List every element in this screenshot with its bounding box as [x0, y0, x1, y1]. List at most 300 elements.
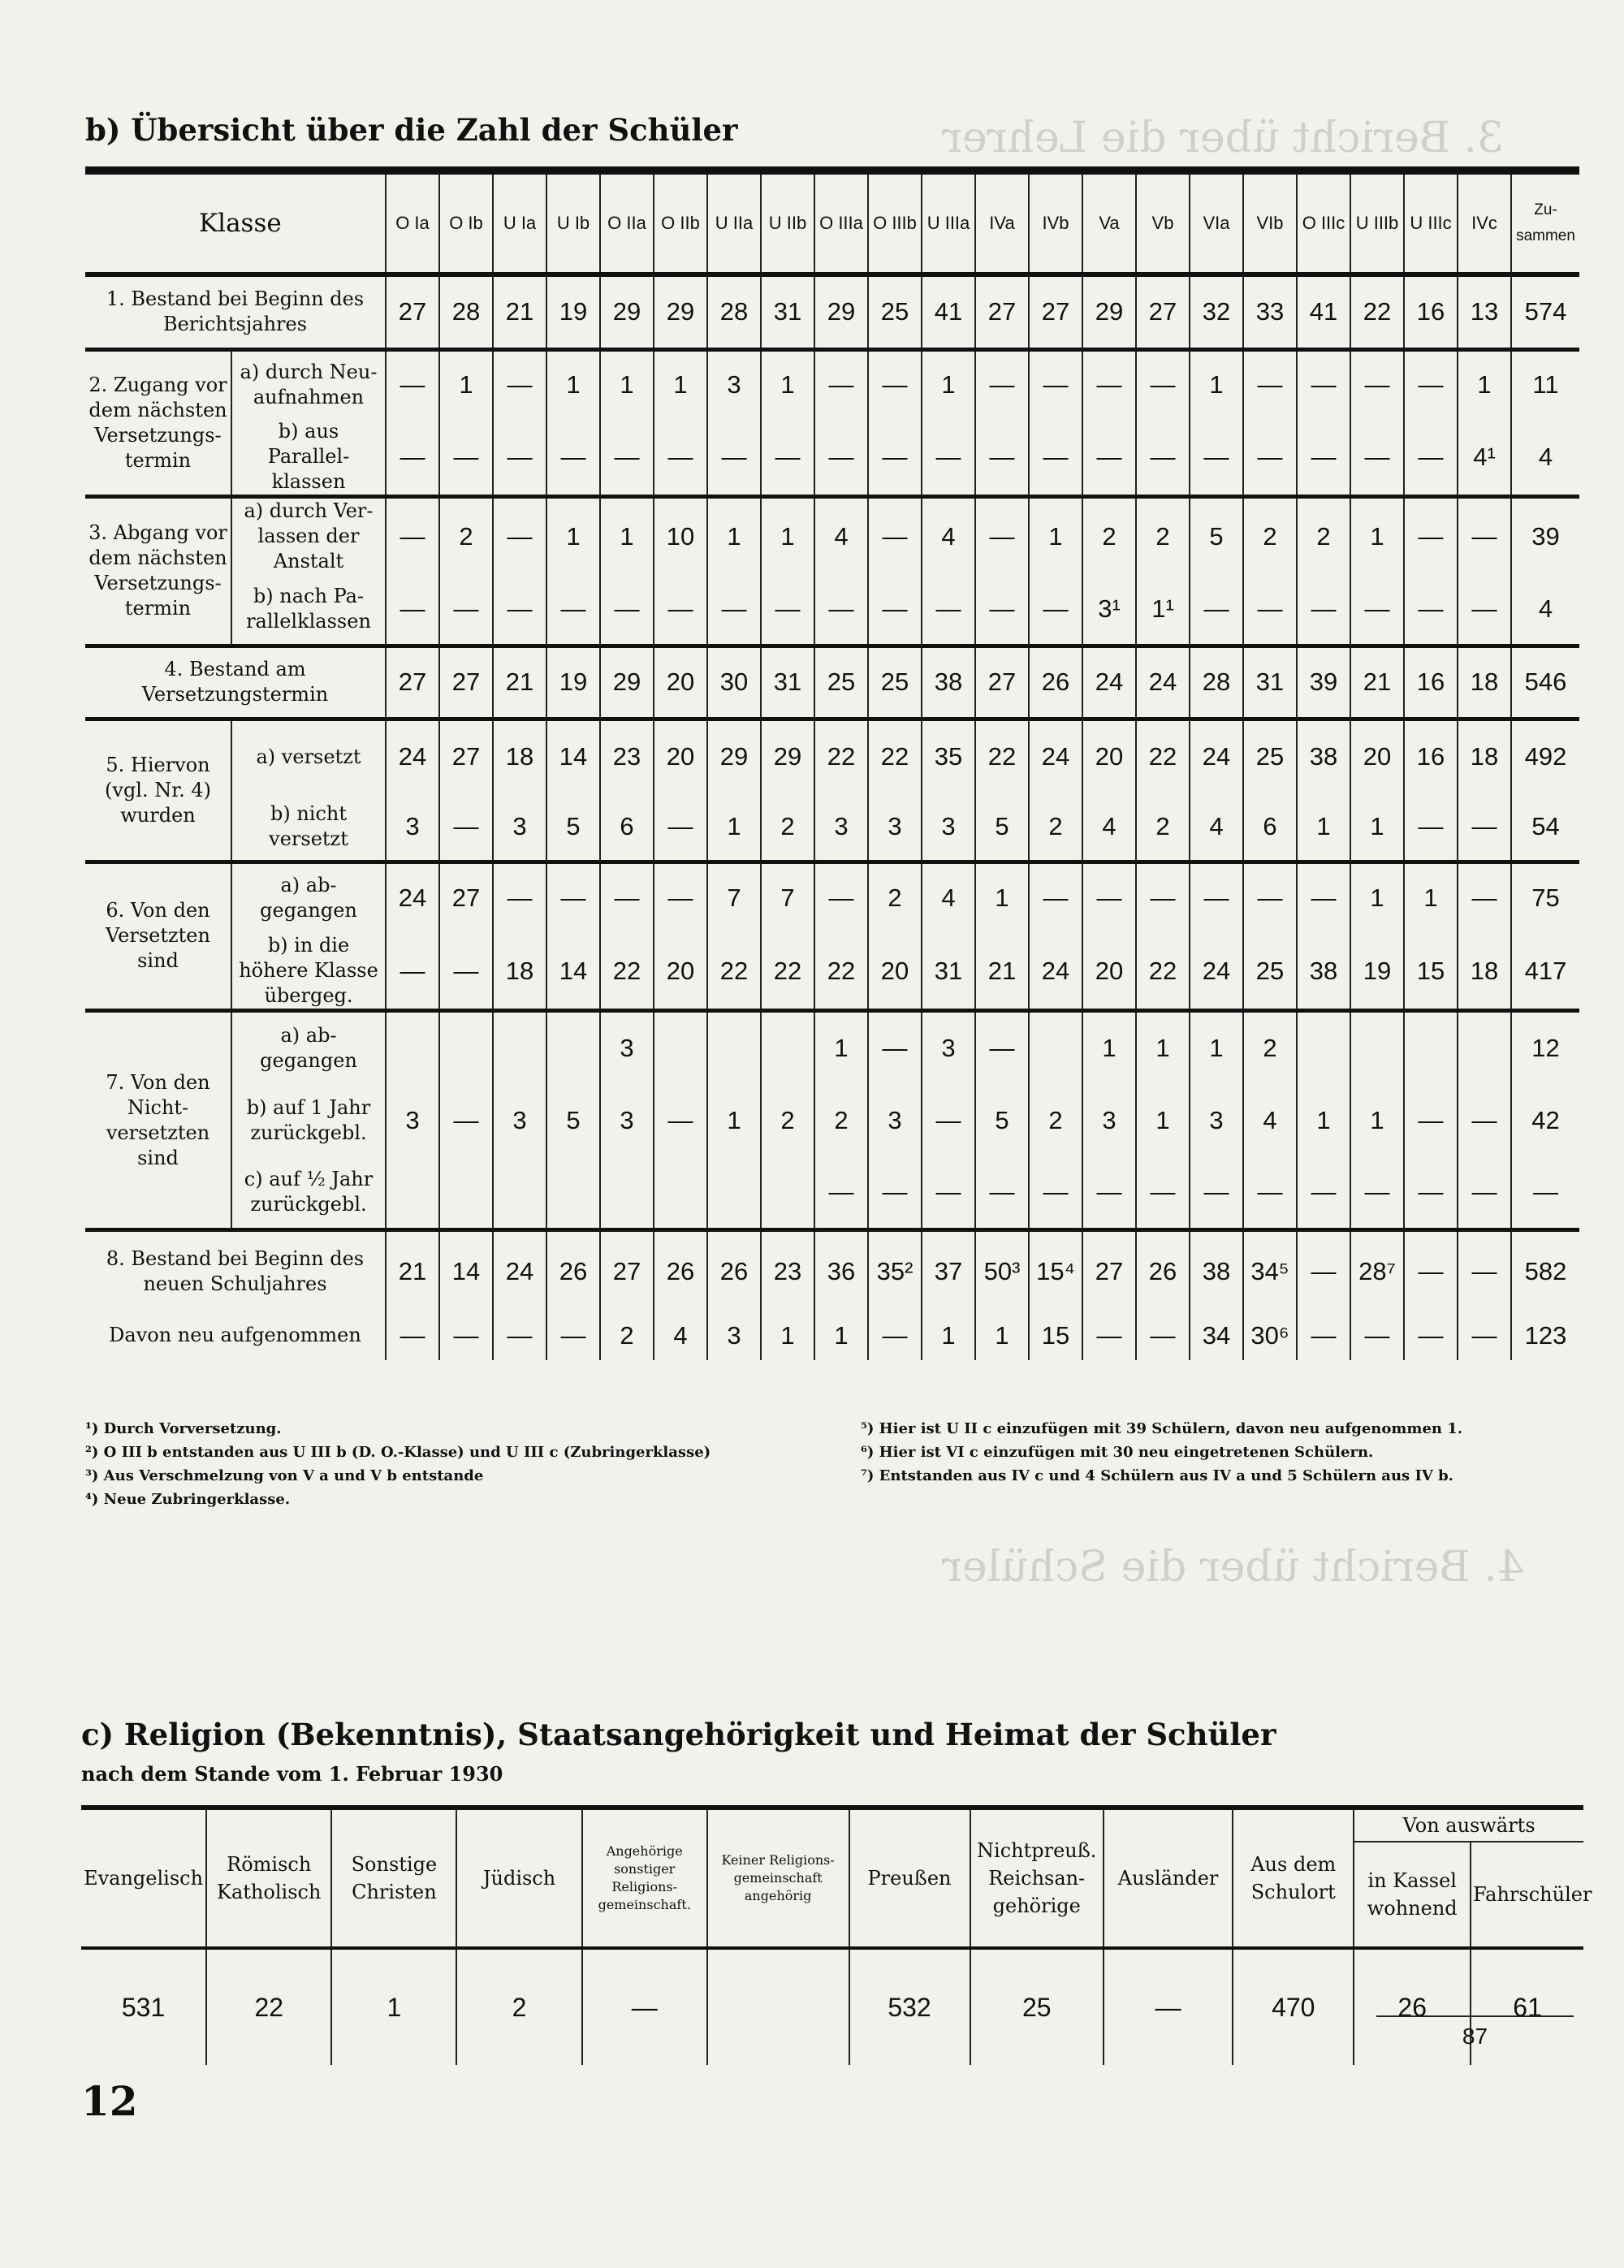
- row-total: —: [1511, 1157, 1579, 1230]
- table-cell: 38: [1190, 1230, 1243, 1311]
- table-cell: —: [1104, 1948, 1233, 2065]
- table-cell: 2: [1082, 497, 1136, 575]
- table-cell: 18: [1458, 933, 1511, 1011]
- header-fahrschueler: Fahrschüler: [1471, 1842, 1583, 1948]
- total-header: Zu-sammen: [1511, 175, 1579, 274]
- table-cell: —: [1350, 349, 1404, 419]
- table-cell: 25: [970, 1948, 1104, 2065]
- table-cell: 2: [1243, 497, 1297, 575]
- table-cell: —: [600, 419, 654, 497]
- table-row: [85, 1084, 1579, 1157]
- row-total: 4: [1511, 574, 1579, 646]
- row-total: 546: [1511, 646, 1579, 719]
- table-cell: 7: [707, 862, 761, 933]
- table-cell: [707, 1157, 761, 1230]
- row-group-label: 7. Von den Nicht-versetzten sind: [85, 1011, 231, 1230]
- table-cell: 27: [975, 646, 1029, 719]
- col-header: O IIIc: [1297, 175, 1350, 274]
- row-total: 123: [1524, 1320, 1567, 1350]
- table2-header-row: [81, 1808, 1583, 1842]
- table-cell: 30: [707, 646, 761, 719]
- table-cell: 3: [922, 1011, 975, 1084]
- table-cell: 1: [1458, 349, 1511, 419]
- table-cell: 4: [922, 497, 975, 575]
- table-cell: 26: [1136, 1230, 1190, 1311]
- table-cell: 29: [654, 274, 707, 349]
- table-cell: 1: [1350, 497, 1404, 575]
- table-cell: 29: [761, 719, 814, 793]
- table-cell: 26: [707, 1230, 761, 1311]
- table-cell: 470: [1233, 1948, 1354, 2065]
- table-cell: 3: [386, 1084, 439, 1157]
- table-cell: 38: [1297, 933, 1350, 1011]
- table-cell: —: [868, 574, 922, 646]
- table-cell: 1: [975, 862, 1029, 933]
- table-cell: —: [654, 793, 707, 862]
- klasse-header: Klasse: [85, 175, 386, 274]
- table-cell: 24: [1082, 646, 1136, 719]
- header-sonstige-religion: Angehörige sonstiger Religions-gemeinschaft.: [582, 1808, 707, 1948]
- table-cell: —: [1190, 419, 1243, 497]
- footnote: ⁴) Neue Zubringerklasse.: [85, 1491, 291, 1508]
- table-cell: 2: [1297, 497, 1350, 575]
- table-cell: —: [922, 419, 975, 497]
- table-cell: —: [1458, 1230, 1511, 1311]
- table-row: [85, 349, 1579, 419]
- col-header: U IIa: [707, 175, 761, 274]
- header-nichtpreussen: Nichtpreuß. Reichsan-gehörige: [970, 1808, 1104, 1948]
- table-cell: 3: [707, 1311, 761, 1360]
- table-cell: —: [922, 574, 975, 646]
- table-cell: 4: [1243, 1084, 1297, 1157]
- table-cell: —: [1136, 1311, 1190, 1360]
- header-katholisch: Römisch Katholisch: [206, 1808, 331, 1948]
- table-cell: [493, 1011, 546, 1084]
- table-cell: 1: [600, 497, 654, 575]
- table-cell: 1: [331, 1948, 456, 2065]
- table-cell: [439, 1011, 493, 1084]
- table-cell: —: [1350, 1311, 1404, 1360]
- table-cell: 3: [868, 1084, 922, 1157]
- table-cell: 4: [814, 497, 868, 575]
- table-cell: 31: [761, 274, 814, 349]
- table-cell: —: [1458, 1311, 1511, 1360]
- table-cell: —: [761, 574, 814, 646]
- table-cell: —: [439, 419, 493, 497]
- table-cell: 33: [1243, 274, 1297, 349]
- table-cell: 1: [814, 1311, 868, 1360]
- table-cell: 1: [439, 349, 493, 419]
- row-sub-label: a) durch Neu-aufnahmen: [231, 349, 386, 419]
- table-cell: —: [814, 574, 868, 646]
- table-cell: 29: [707, 719, 761, 793]
- table-cell: —: [1350, 574, 1404, 646]
- table-cell: 29: [1082, 274, 1136, 349]
- table-cell: 1: [1350, 793, 1404, 862]
- table-cell: 2: [1243, 1011, 1297, 1084]
- table-cell: —: [1190, 574, 1243, 646]
- table-cell: 25: [1243, 719, 1297, 793]
- row-group-label: 2. Zugang vor dem nächsten Versetzungs-termin: [85, 349, 231, 497]
- table-cell: —: [600, 862, 654, 933]
- table-cell: 3: [1082, 1084, 1136, 1157]
- table-cell: 5: [975, 793, 1029, 862]
- table-cell: 1: [707, 497, 761, 575]
- table-cell: 24: [1029, 933, 1082, 1011]
- table-cell: 1: [1190, 1011, 1243, 1084]
- table-cell: 19: [546, 646, 600, 719]
- table-cell: 3: [922, 793, 975, 862]
- table-cell: —: [1404, 1311, 1458, 1360]
- table-cell: 1: [922, 349, 975, 419]
- table-cell: 5: [1190, 497, 1243, 575]
- table-cell: 1: [922, 1311, 975, 1360]
- table-cell: —: [1243, 1157, 1297, 1230]
- row-label: 4. Bestand am Versetzungstermin: [85, 646, 386, 719]
- header-keine-religion: Keiner Religions-gemeinschaft angehörig: [707, 1808, 849, 1948]
- table-cell: 1: [546, 349, 600, 419]
- table-cell: —: [546, 1311, 600, 1360]
- table-cell: —: [1404, 1084, 1458, 1157]
- header-auslaender: Ausländer: [1104, 1808, 1233, 1948]
- table-cell: —: [1243, 349, 1297, 419]
- table-cell: —: [868, 1311, 922, 1360]
- row-total: 417: [1511, 933, 1579, 1011]
- table-cell: —: [439, 933, 493, 1011]
- header-juedisch: Jüdisch: [456, 1808, 581, 1948]
- row-label: 8. Bestand bei Beginn des neuen Schuljahres: [85, 1230, 386, 1311]
- table-cell: 1: [1190, 349, 1243, 419]
- row-sub-label: a) versetzt: [231, 719, 386, 793]
- table-cell: 1: [761, 497, 814, 575]
- table-cell: 10: [654, 497, 707, 575]
- table-cell: 5: [546, 793, 600, 862]
- row-sub-label: c) auf ½ Jahr zurückgebl.: [231, 1157, 386, 1230]
- table-cell: 2: [1136, 793, 1190, 862]
- table-cell: —: [1350, 1157, 1404, 1230]
- footnote: ²) O III b entstanden aus U III b (D. O.-Klasse) und U III c (Zubringerklasse): [85, 1444, 711, 1461]
- table-cell: —: [707, 574, 761, 646]
- table-row: [85, 862, 1579, 933]
- table-cell: 27: [439, 862, 493, 933]
- table-cell: 1: [975, 1311, 1029, 1360]
- table-cell: [707, 1948, 849, 2065]
- row-total: 54: [1511, 793, 1579, 862]
- table-cell: 18: [1458, 646, 1511, 719]
- table-cell: 2: [1029, 1084, 1082, 1157]
- header-schulort: Aus dem Schulort: [1233, 1808, 1354, 1948]
- table-cell: —: [1350, 419, 1404, 497]
- table-cell: —: [546, 574, 600, 646]
- table-cell: —: [1082, 349, 1136, 419]
- table-cell: —: [868, 1157, 922, 1230]
- table-cell: —: [1404, 419, 1458, 497]
- table-cell: 531: [81, 1948, 206, 2065]
- table-cell: —: [761, 419, 814, 497]
- table-cell: —: [1458, 1084, 1511, 1157]
- table-cell: —: [1458, 574, 1511, 646]
- col-header: U Ia: [493, 175, 546, 274]
- page-number: 12: [81, 2077, 138, 2125]
- pupil-count-table: [85, 175, 1579, 1360]
- row-total: 492: [1524, 742, 1567, 771]
- table-cell: —: [1082, 862, 1136, 933]
- table-cell: [1350, 1011, 1404, 1084]
- table-cell: —: [868, 349, 922, 419]
- table-header-row: [85, 175, 1579, 274]
- footnote: ¹) Durch Vorversetzung.: [85, 1420, 282, 1437]
- table-cell: 30⁶: [1243, 1311, 1297, 1360]
- table-cell: 22: [814, 933, 868, 1011]
- table-cell: —: [814, 349, 868, 419]
- row-total: 4: [1511, 419, 1579, 497]
- col-header: U IIb: [761, 175, 814, 274]
- table-cell: 24: [1190, 719, 1243, 793]
- col-header: IVb: [1029, 175, 1082, 274]
- table-cell: —: [386, 349, 439, 419]
- table-cell: 7: [761, 862, 814, 933]
- table-cell: —: [493, 1311, 546, 1360]
- table-cell: 23: [600, 719, 654, 793]
- table-cell: 34⁵: [1243, 1230, 1297, 1311]
- table-cell: —: [1404, 793, 1458, 862]
- table-cell: 38: [922, 646, 975, 719]
- table-cell: —: [975, 497, 1029, 575]
- table-cell: —: [386, 1311, 439, 1360]
- header-evangelisch: Evangelisch: [81, 1808, 206, 1948]
- table-cell: 3: [707, 349, 761, 419]
- table-cell: 4: [1190, 793, 1243, 862]
- table-cell: —: [1082, 1157, 1136, 1230]
- table-cell: 4: [654, 1311, 707, 1360]
- table-cell: —: [1082, 419, 1136, 497]
- table-cell: 27: [1082, 1230, 1136, 1311]
- table-cell: 24: [1136, 646, 1190, 719]
- table-cell: 27: [439, 646, 493, 719]
- section-c-subtitle: nach dem Stande vom 1. Februar 1930: [81, 1762, 503, 1786]
- table-cell: 27: [600, 1230, 654, 1311]
- table-cell: 20: [1350, 719, 1404, 793]
- table-cell: 3: [814, 793, 868, 862]
- table-cell: 15: [1029, 1311, 1082, 1360]
- table-cell: 28: [439, 274, 493, 349]
- table-cell: 18: [1458, 719, 1511, 793]
- table-cell: —: [1404, 497, 1458, 575]
- table-cell: —: [1297, 349, 1350, 419]
- table-cell: —: [1082, 1311, 1136, 1360]
- table-row: [85, 719, 1579, 793]
- col-header: U Ib: [546, 175, 600, 274]
- table-cell: —: [1404, 349, 1458, 419]
- table-cell: —: [1297, 1311, 1350, 1360]
- table-cell: 6: [600, 793, 654, 862]
- table-cell: —: [1458, 1157, 1511, 1230]
- table-cell: 2: [600, 1311, 654, 1360]
- table-cell: [654, 1011, 707, 1084]
- table-cell: 35²: [868, 1230, 922, 1311]
- table-cell: 31: [1243, 646, 1297, 719]
- row-total: 75: [1531, 883, 1560, 913]
- table-cell: [1297, 1011, 1350, 1084]
- table-cell: 27: [439, 719, 493, 793]
- top-rule: [85, 166, 1579, 175]
- table-cell: 2: [761, 793, 814, 862]
- footnote: ⁵) Hier ist U II c einzufügen mit 39 Schülern, davon neu aufgenommen 1.: [861, 1420, 1463, 1437]
- table-cell: 26: [654, 1230, 707, 1311]
- table-cell: 2: [1029, 793, 1082, 862]
- table-cell: 22: [707, 933, 761, 1011]
- table-cell: —: [1404, 1230, 1458, 1311]
- table-cell: —: [654, 1084, 707, 1157]
- table-cell: —: [546, 862, 600, 933]
- col-header: O IIa: [600, 175, 654, 274]
- table-cell: —: [922, 1157, 975, 1230]
- table-cell: —: [1243, 862, 1297, 933]
- table-cell: —: [386, 419, 439, 497]
- table-cell: —: [975, 574, 1029, 646]
- footnote: ⁶) Hier ist VI c einzufügen mit 30 neu eingetretenen Schülern.: [861, 1444, 1374, 1461]
- table-cell: 27: [386, 274, 439, 349]
- table-cell: 28: [1190, 646, 1243, 719]
- table-cell: —: [386, 574, 439, 646]
- table-cell: —: [975, 419, 1029, 497]
- table-cell: 39: [1297, 646, 1350, 719]
- table-cell: 3: [493, 793, 546, 862]
- table-cell: 37: [922, 1230, 975, 1311]
- table-cell: —: [1029, 419, 1082, 497]
- header-sonstige-christen: Sonstige Christen: [331, 1808, 456, 1948]
- table-cell: 24: [1029, 719, 1082, 793]
- table-cell: 22: [868, 719, 922, 793]
- table-cell: 6: [1243, 793, 1297, 862]
- table-row: [85, 574, 1579, 646]
- table-cell: —: [1136, 862, 1190, 933]
- table-cell: 1: [1136, 1084, 1190, 1157]
- table-cell: 27: [1029, 274, 1082, 349]
- row-total: 12: [1531, 1033, 1560, 1062]
- table-cell: —: [654, 862, 707, 933]
- table-cell: 25: [868, 274, 922, 349]
- table-cell: 20: [654, 646, 707, 719]
- row-sub-label: a) ab-gegangen: [231, 862, 386, 933]
- table-row: [85, 419, 1579, 497]
- table-cell: 15: [1404, 933, 1458, 1011]
- table-cell: 13: [1458, 274, 1511, 349]
- table-cell: —: [868, 1011, 922, 1084]
- footnote: ³) Aus Verschmelzung von V a und V b entstande: [85, 1467, 484, 1484]
- table-cell: 21: [493, 274, 546, 349]
- table2-value-row: [81, 1948, 1583, 2065]
- table-cell: —: [1190, 862, 1243, 933]
- table-row: [85, 1230, 1579, 1311]
- table-cell: —: [814, 862, 868, 933]
- table-cell: —: [975, 1157, 1029, 1230]
- table-cell: 22: [1136, 933, 1190, 1011]
- table-cell: —: [1297, 1230, 1350, 1311]
- row-total: 574: [1511, 274, 1579, 349]
- col-header: VIb: [1243, 175, 1297, 274]
- table-cell: 38: [1297, 719, 1350, 793]
- table-cell: —: [1297, 1157, 1350, 1230]
- table-cell: 25: [1243, 933, 1297, 1011]
- table-cell: 61: [1513, 1992, 1542, 2022]
- table-cell: 22: [206, 1948, 331, 2065]
- table-cell: —: [493, 574, 546, 646]
- col-header: Vb: [1136, 175, 1190, 274]
- table-cell: 1: [1404, 862, 1458, 933]
- table-cell: 14: [439, 1230, 493, 1311]
- table-cell: 3¹: [1082, 574, 1136, 646]
- table-row: [85, 1157, 1579, 1230]
- table-cell: [1029, 1011, 1082, 1084]
- table-cell: 3: [868, 793, 922, 862]
- header-preussen: Preußen: [849, 1808, 970, 1948]
- table-cell: —: [654, 419, 707, 497]
- row-label: Davon neu aufgenommen: [85, 1311, 386, 1360]
- table-cell: 16: [1404, 646, 1458, 719]
- table-cell: 23: [761, 1230, 814, 1311]
- table-cell: —: [868, 497, 922, 575]
- table-cell: —: [1404, 574, 1458, 646]
- table-cell: 20: [1082, 719, 1136, 793]
- table-cell: 18: [493, 719, 546, 793]
- bleed-through-heading: 3. Bericht über die Lehrer: [942, 114, 1505, 162]
- table-cell: —: [1029, 349, 1082, 419]
- table-cell: —: [1243, 419, 1297, 497]
- table-cell: 21: [1350, 646, 1404, 719]
- header-von-auswaerts: Von auswärts: [1354, 1808, 1583, 1842]
- table-row: [85, 274, 1579, 349]
- table-cell: 21: [975, 933, 1029, 1011]
- table-cell: —: [439, 574, 493, 646]
- table-cell: 19: [1350, 933, 1404, 1011]
- table-cell: 22: [814, 719, 868, 793]
- table-body: [85, 274, 1579, 1360]
- table-cell: —: [493, 349, 546, 419]
- table-cell: —: [1190, 1157, 1243, 1230]
- table-cell: [546, 1157, 600, 1230]
- col-header: U IIIb: [1350, 175, 1404, 274]
- table-cell: 1: [707, 793, 761, 862]
- table-cell: 3: [600, 1011, 654, 1084]
- table-cell: [600, 1157, 654, 1230]
- table-cell: 1: [546, 497, 600, 575]
- table-cell: 5: [975, 1084, 1029, 1157]
- table-cell: —: [868, 419, 922, 497]
- col-header: O IIIa: [814, 175, 868, 274]
- table-cell: [654, 1157, 707, 1230]
- table-cell: 36: [814, 1230, 868, 1311]
- table-cell: 2: [439, 497, 493, 575]
- table-cell: 1: [1297, 1084, 1350, 1157]
- table-cell: 4: [922, 862, 975, 933]
- table-cell: —: [600, 574, 654, 646]
- table-cell: 26: [1354, 1948, 1471, 2065]
- table-cell: [493, 1157, 546, 1230]
- table-cell: 24: [386, 862, 439, 933]
- table-cell: 16: [1404, 719, 1458, 793]
- table-cell: 1: [1350, 1084, 1404, 1157]
- row-sub-label: b) in die höhere Klasse übergeg.: [231, 933, 386, 1011]
- col-header: IVc: [1458, 175, 1511, 274]
- table-row: [85, 497, 1579, 575]
- table-cell: —: [439, 1084, 493, 1157]
- col-header: O Ib: [439, 175, 493, 274]
- table-cell: 27: [975, 274, 1029, 349]
- table-cell: —: [493, 862, 546, 933]
- col-header: O IIb: [654, 175, 707, 274]
- table-cell: 32: [1190, 274, 1243, 349]
